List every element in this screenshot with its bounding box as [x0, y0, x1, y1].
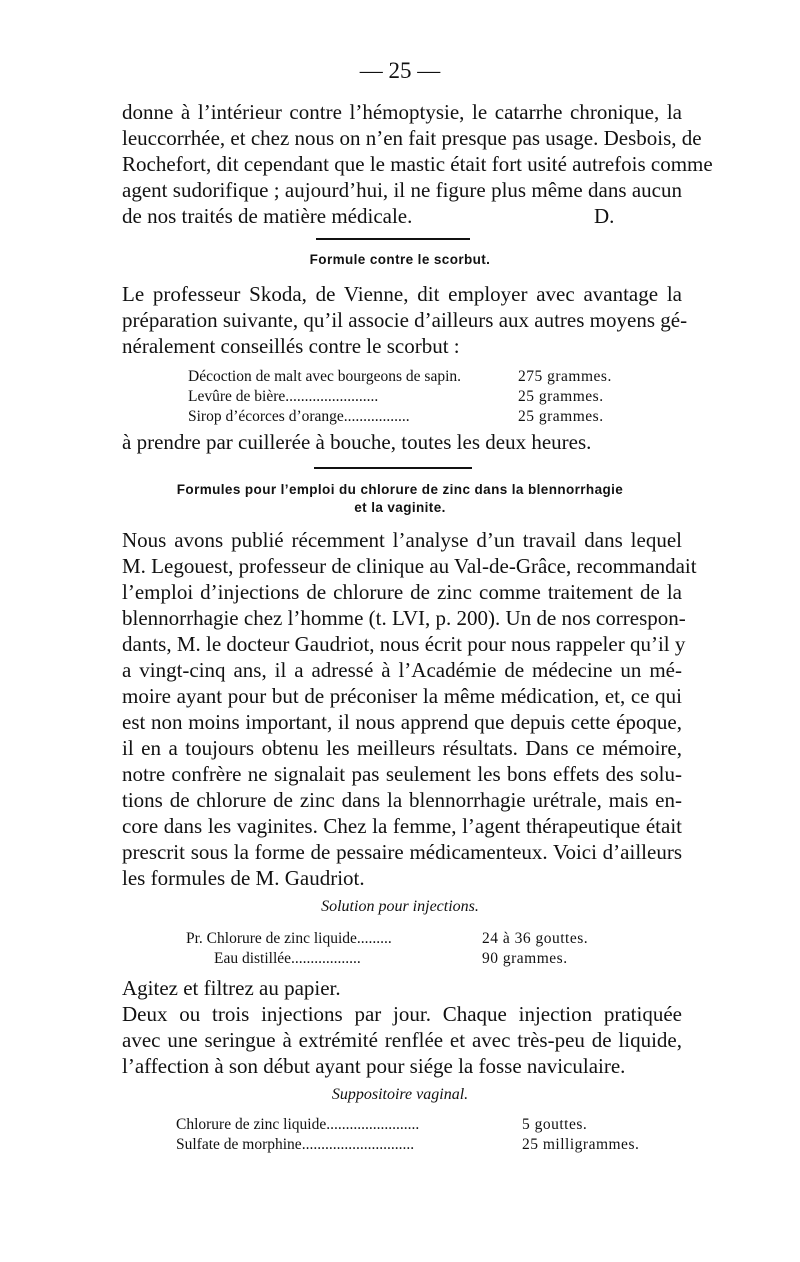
chlorure-paragraph-line: moire ayant pour but de préconiser la même médication, et, ce qui: [122, 684, 682, 708]
scorbut-paragraph-line: préparation suivante, qu’il associe d’ailleurs aux autres moyens gé-: [122, 308, 688, 332]
formula-row: [176, 1136, 639, 1156]
intro-line: leuccorrhée, et chez nous on n’en fait presque pas usage. Desbois, de: [122, 126, 702, 150]
chlorure-paragraph-line: core dans les vaginites. Chez la femme, l’agent thérapeutique était: [122, 814, 682, 838]
chlorure-paragraph-line: il en a toujours obtenu les meilleurs résultats. Dans ce mémoire,: [122, 736, 682, 760]
solution-title: Solution pour injections.: [321, 898, 479, 915]
solution-instruction: avec une seringue à extrémité renflée et avec très-peu de liquide,: [122, 1028, 682, 1052]
section-divider: [316, 238, 470, 240]
ingredient-name: Pr. Chlorure de zinc liquide.........: [186, 930, 392, 947]
intro-line: donne à l’intérieur contre l’hémoptysie, le catarrhe chronique, la: [122, 100, 682, 124]
chlorure-paragraph-line: est non moins important, il nous apprend que depuis cette époque,: [122, 710, 682, 734]
solution-instruction: Agitez et filtrez au papier.: [122, 976, 341, 1000]
scorbut-paragraph-line: Le professeur Skoda, de Vienne, dit employer avec avantage la: [122, 282, 682, 306]
ingredient-quantity: 275 grammes.: [518, 368, 612, 385]
ingredient-quantity: 25 grammes.: [518, 388, 604, 405]
solution-instruction: l’affection à son début ayant pour siége la fosse naviculaire.: [122, 1054, 626, 1078]
chlorure-paragraph-line: tions de chlorure de zinc dans la blennorrhagie urétrale, mais en-: [122, 788, 682, 812]
section-divider: [314, 467, 472, 469]
formula-row: [188, 408, 604, 428]
chlorure-paragraph-line: prescrit sous la forme de pessaire médicamenteux. Voici d’ailleurs: [122, 840, 682, 864]
section-heading-scorbut: Formule contre le scorbut.: [309, 252, 491, 267]
ingredient-quantity: 5 gouttes.: [522, 1116, 588, 1133]
ingredient-name: Sulfate de morphine.............................: [176, 1136, 415, 1153]
suppository-title: Suppositoire vaginal.: [331, 1086, 469, 1103]
page-number: — 25 —: [359, 58, 441, 83]
formula-row: [214, 950, 568, 970]
ingredient-name: Sirop d’écorces d’orange.................: [188, 408, 410, 425]
scorbut-instruction: à prendre par cuillerée à bouche, toutes les deux heures.: [122, 430, 592, 454]
intro-line: agent sudorifique ; aujourd’hui, il ne figure plus même dans aucun: [122, 178, 682, 202]
intro-line: de nos traités de matière médicale.: [122, 204, 413, 228]
chlorure-paragraph-line: a vingt-cinq ans, il a adressé à l’Académie de médecine un mé-: [122, 658, 682, 682]
ingredient-quantity: 25 milligrammes.: [522, 1136, 640, 1153]
ingredient-name: Levûre de bière........................: [188, 388, 379, 405]
intro-line: Rochefort, dit cependant que le mastic était fort usité autrefois comme: [122, 152, 713, 176]
formula-row: [176, 1116, 587, 1136]
ingredient-quantity: 25 grammes.: [518, 408, 604, 425]
formula-row: [188, 388, 604, 408]
chlorure-paragraph-line: blennorrhagie chez l’homme (t. LVI, p. 200). Un de nos correspon-: [122, 606, 686, 630]
ingredient-name: Chlorure de zinc liquide........................: [176, 1116, 420, 1133]
chlorure-paragraph-line: les formules de M. Gaudriot.: [122, 866, 365, 890]
intro-signature: D.: [594, 204, 615, 228]
scorbut-paragraph-line: néralement conseillés contre le scorbut :: [122, 334, 460, 358]
ingredient-quantity: 90 grammes.: [482, 950, 568, 967]
chlorure-paragraph-line: Nous avons publié récemment l’analyse d’un travail dans lequel: [122, 528, 682, 552]
chlorure-paragraph-line: M. Legouest, professeur de clinique au Val-de-Grâce, recommandait: [122, 554, 697, 578]
ingredient-name: Décoction de malt avec bourgeons de sapin.: [188, 368, 462, 385]
formula-row: [186, 930, 588, 950]
chlorure-paragraph-line: l’emploi d’injections de chlorure de zinc comme traitement de la: [122, 580, 682, 604]
section-heading-chlorure: Formules pour l’emploi du chlorure de zinc dans la blennorrhagie: [176, 482, 624, 497]
formula-row: [188, 368, 612, 388]
chlorure-paragraph-line: notre confrère ne signalait pas seulement les bons effets des solu-: [122, 762, 682, 786]
ingredient-quantity: 24 à 36 gouttes.: [482, 930, 589, 947]
chlorure-paragraph-line: dants, M. le docteur Gaudriot, nous écrit pour nous rappeler qu’il y: [122, 632, 686, 656]
section-heading-chlorure-line2: et la vaginite.: [354, 500, 446, 515]
ingredient-name: Eau distillée..................: [214, 950, 361, 967]
solution-instruction: Deux ou trois injections par jour. Chaque injection pratiquée: [122, 1002, 682, 1026]
